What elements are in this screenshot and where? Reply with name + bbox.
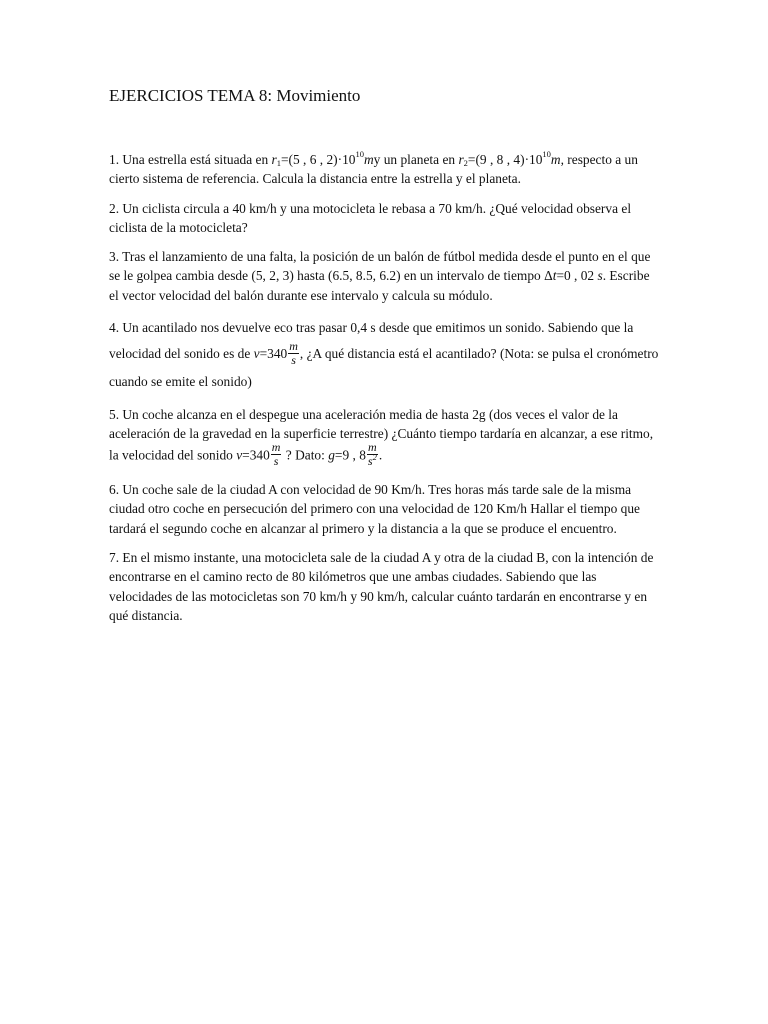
document-page [109, 86, 661, 635]
t-variable: t [552, 268, 557, 284]
gravity-fraction [367, 441, 378, 468]
r2-variable: r [458, 152, 464, 167]
fraction-denominator: s [273, 454, 279, 469]
page-title: EJERCICIOS TEMA 8: Movimiento [109, 86, 361, 105]
r2-times: ·10 [524, 152, 543, 167]
v-variable: v [253, 346, 260, 362]
speed-fraction [271, 441, 282, 468]
exercise-5-text-b: ? Dato: [282, 447, 329, 463]
r1-unit: m [363, 152, 374, 167]
speed-fraction [288, 340, 299, 367]
r2-exponent: 10 [542, 149, 551, 159]
exercise-1-middle: y un planeta en [373, 152, 459, 167]
fraction-denominator-base: s [367, 454, 373, 469]
exercise-3 [109, 247, 661, 305]
exercise-1-intro: 1. Una estrella está situada en [109, 152, 272, 167]
exercise-1-rest: respecto a un cierto sistema de referencia. Calcula la distancia entre la estrella y el planeta. [109, 152, 638, 187]
r1-exponent: 10 [355, 149, 364, 159]
delta-symbol: Δ [544, 268, 553, 284]
r2-comma: , [560, 152, 564, 167]
exercise-1 [109, 150, 661, 189]
fraction-denominator-exponent: 2 [372, 452, 377, 463]
delta-t-value: =0 , 02 [556, 268, 598, 284]
r1-vector: =(5 , 6 , 2) [280, 152, 338, 167]
exercise-7: 7. En el mismo instante, una motocicleta sale de la ciudad A y otra de la ciudad B, con la intención de encontrarse en el camino recto de 80 kilómetros que une ambas ciudades. Sabiendo que las velocidades de las motocicletas son 70 km/h y 90 km/h, calcular cuánto tardarán en encontrarse y en qué distancia. [109, 549, 654, 623]
exercise-4-text-b: , ¿A qué distancia está el acantilado? (Nota: se pulsa el cronómetro cuando se emite el sonido) [109, 346, 659, 389]
exercise-2: 2. Un ciclista circula a 40 km/h y una motocicleta le rebasa a 70 km/h. ¿Qué velocidad observa el ciclista de la motocicleta? [109, 200, 632, 235]
v-value: =340 [242, 447, 270, 463]
fraction-denominator [367, 452, 378, 469]
fraction-numerator: m [289, 338, 298, 353]
g-variable: g [328, 447, 335, 463]
fraction-denominator: s [291, 352, 296, 367]
v-value: =340 [259, 346, 288, 362]
r2-vector: =(9 , 8 , 4) [467, 152, 525, 167]
fraction-numerator: m [271, 440, 281, 455]
exercise-3-text-b: . Escribe el vector velocidad del balón durante ese intervalo y calcula su módulo. [109, 268, 650, 303]
r2-unit: m [550, 152, 561, 167]
v-variable: v [236, 447, 243, 463]
exercise-5-text-a: 5. Un coche alcanza en el despegue una aceleración media de hasta 2g (dos veces el valor de la aceleración de la gravedad en la superficie terrestre) ¿Cuánto tiempo tardaría en alcanzar, a ese ritmo, la velocidad del sonido [109, 406, 654, 463]
exercise-4-text-a: 4. Un acantilado nos devuelve eco tras pasar 0,4 s desde que emitimos un sonido. Sabiendo que la velocidad del sonido es de [109, 320, 634, 362]
r1-variable: r [271, 152, 277, 167]
s-unit: s [597, 268, 603, 284]
exercise-5 [109, 405, 661, 471]
exercise-4 [109, 315, 661, 394]
fraction-numerator: m [368, 440, 377, 455]
r1-subscript: 1 [276, 158, 281, 168]
r1-times: ·10 [337, 152, 356, 167]
exercise-6: 6. Un coche sale de la ciudad A con velocidad de 90 Km/h. Tres horas más tarde sale de la misma ciudad otro coche en persecución del primero con una velocidad de 120 Km/h Hallar el tiempo que tardará el segundo coche en alcanzar al primero y la distancia a la que se produce el encuentro. [109, 482, 640, 536]
r2-subscript: 2 [463, 158, 468, 168]
exercise-5-text-c: . [378, 447, 383, 463]
exercise-3-text-a: 3. Tras el lanzamiento de una falta, la posición de un balón de fútbol medida desde el punto en el que se le golpea cambia desde (5, 2, 3) hasta (6.5, 8.5, 6.2) en un intervalo de tiempo [109, 249, 651, 284]
g-value: =9 , 8 [334, 447, 366, 463]
